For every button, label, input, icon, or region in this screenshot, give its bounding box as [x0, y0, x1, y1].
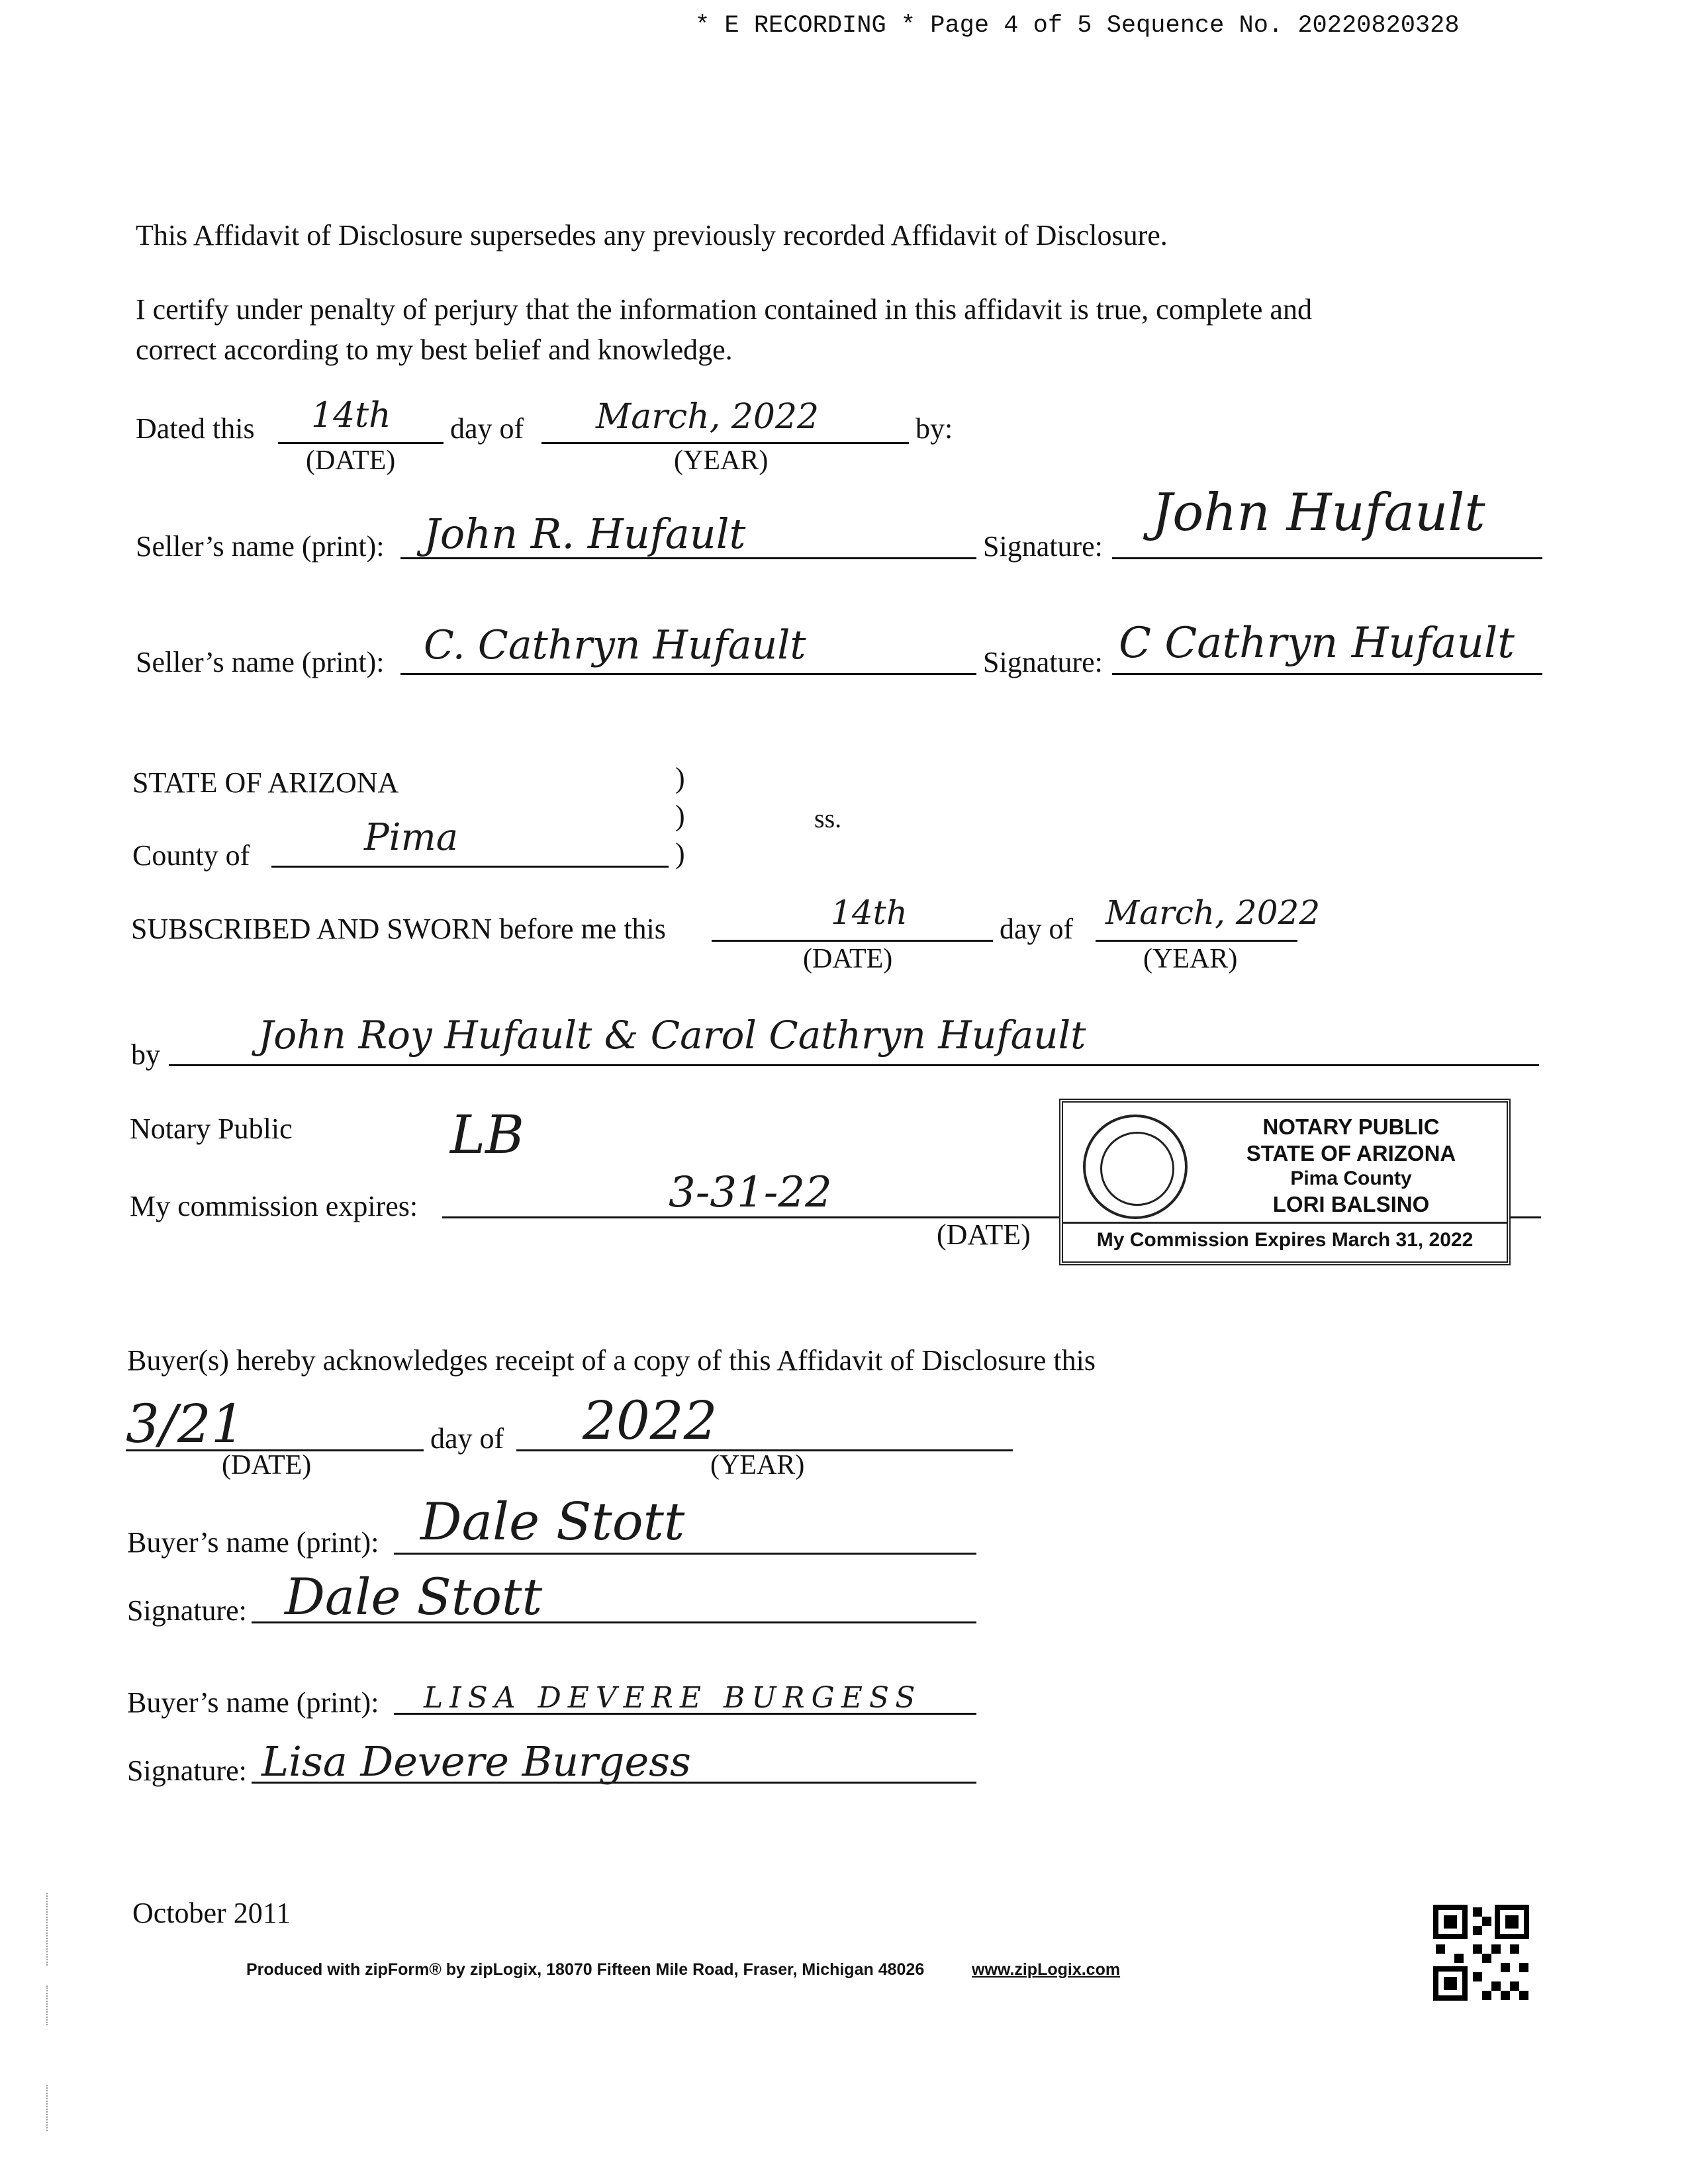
stamp-notary-name: LORI BALSINO [1272, 1192, 1430, 1216]
sworn-by-value: John Roy Hufault & Carol Cathryn Hufault [258, 1013, 1086, 1058]
recording-header: * E RECORDING * Page 4 of 5 Sequence No. 20220820328 [695, 12, 1460, 40]
notary-signature: LB [450, 1104, 524, 1165]
seller-2-sig-line [1112, 673, 1542, 675]
venue-paren-1: ) [675, 762, 685, 794]
stamp-county: Pima County [1290, 1167, 1412, 1189]
certify-line-2: correct according to my best belief and knowledge. [136, 334, 733, 366]
county-label: County of [132, 839, 250, 872]
sworn-year-label: (YEAR) [1143, 944, 1238, 974]
footer-url[interactable]: www.zipLogix.com [972, 1960, 1121, 1979]
buyer-ack-year-value: 2022 [583, 1390, 718, 1451]
seller-2-name-line [400, 673, 976, 675]
notary-seal [1083, 1115, 1188, 1219]
seller-1-sig-line [1112, 557, 1542, 559]
seller-1-sig-label: Signature: [983, 530, 1103, 563]
sworn-year-line [1096, 940, 1297, 942]
sworn-day-of: day of [1000, 913, 1074, 945]
dated-date-label: (DATE) [306, 445, 396, 476]
buyer-2-name-value: LISA DEVERE BURGESS [424, 1681, 922, 1715]
buyer-1-name-value: Dale Stott [420, 1492, 685, 1552]
seller-1-name-value: John R. Hufault [424, 510, 746, 558]
dated-year-label: (YEAR) [674, 445, 769, 476]
stamp-title: NOTARY PUBLIC [1262, 1115, 1440, 1139]
seller-2-name-label: Seller’s name (print): [136, 646, 385, 678]
sworn-by-line [169, 1064, 1539, 1066]
buyer-ack-day-of: day of [430, 1422, 504, 1455]
scan-mark-2 [46, 1985, 48, 2025]
notary-stamp [1059, 1099, 1511, 1265]
sworn-prefix: SUBSCRIBED AND SWORN before me this [131, 913, 666, 945]
footer-date: October 2011 [132, 1897, 291, 1929]
buyer-ack-text: Buyer(s) hereby acknowledges receipt of a copy of this Affidavit of Disclosure this [127, 1344, 1096, 1377]
scan-mark-1 [46, 1893, 48, 1966]
buyer-ack-date-label: (DATE) [222, 1450, 312, 1480]
dated-day-of: day of [450, 412, 524, 445]
buyer-ack-year-label: (YEAR) [710, 1450, 805, 1480]
dated-year-line [541, 442, 909, 444]
sworn-date-label: (DATE) [803, 944, 893, 974]
dated-year-value: March, 2022 [596, 397, 820, 437]
sworn-by-label: by [131, 1038, 160, 1071]
supersedes-statement: This Affidavit of Disclosure supersedes any previously recorded Affidavit of Disclosure. [136, 219, 1168, 251]
notary-public-label: Notary Public [130, 1113, 293, 1145]
commission-date-label: (DATE) [937, 1218, 1031, 1251]
stamp-expires: My Commission Expires March 31, 2022 [1063, 1222, 1507, 1251]
county-line [271, 866, 669, 868]
venue-paren-2: ) [675, 799, 685, 832]
venue-paren-3: ) [675, 837, 685, 870]
buyer-2-name-label: Buyer’s name (print): [127, 1686, 379, 1719]
seller-1-name-label: Seller’s name (print): [136, 530, 385, 563]
footer-produced: Produced with zipForm® by zipLogix, 18070 Fifteen Mile Road, Fraser, Michigan 48026 [246, 1960, 925, 1979]
venue-ss: ss. [814, 803, 842, 833]
sworn-date-value: 14th [831, 893, 908, 932]
commission-value: 3-31-22 [669, 1168, 832, 1217]
dated-by: by: [915, 412, 953, 445]
seller-1-signature: John Hufault [1152, 483, 1485, 543]
county-value: Pima [364, 816, 459, 859]
dated-date-value: 14th [311, 396, 391, 435]
sworn-year-value: March, 2022 [1105, 893, 1321, 932]
state-of-arizona: STATE OF ARIZONA [132, 766, 399, 799]
dated-prefix: Dated this [136, 412, 255, 445]
buyer-1-name-line [394, 1553, 976, 1555]
scan-mark-3 [46, 2085, 48, 2131]
buyer-ack-date-value: 3/21 [126, 1393, 245, 1455]
seller-2-signature: C Cathryn Hufault [1119, 619, 1515, 668]
dated-date-line [278, 442, 444, 444]
buyer-1-sig-label: Signature: [127, 1594, 247, 1627]
seller-2-name-value: C. Cathryn Hufault [424, 622, 806, 668]
sworn-date-line [712, 940, 993, 942]
buyer-2-sig-label: Signature: [127, 1754, 247, 1787]
seller-2-sig-label: Signature: [983, 646, 1103, 678]
stamp-state: STATE OF ARIZONA [1246, 1141, 1456, 1165]
buyer-1-name-label: Buyer’s name (print): [127, 1526, 379, 1559]
commission-label: My commission expires: [130, 1190, 418, 1222]
buyer-1-signature: Dale Stott [285, 1567, 543, 1626]
qr-code [1433, 1905, 1529, 2001]
buyer-2-signature: Lisa Devere Burgess [261, 1737, 691, 1786]
certify-line-1: I certify under penalty of perjury that the information contained in this affidavit is true, complete and [136, 293, 1312, 326]
